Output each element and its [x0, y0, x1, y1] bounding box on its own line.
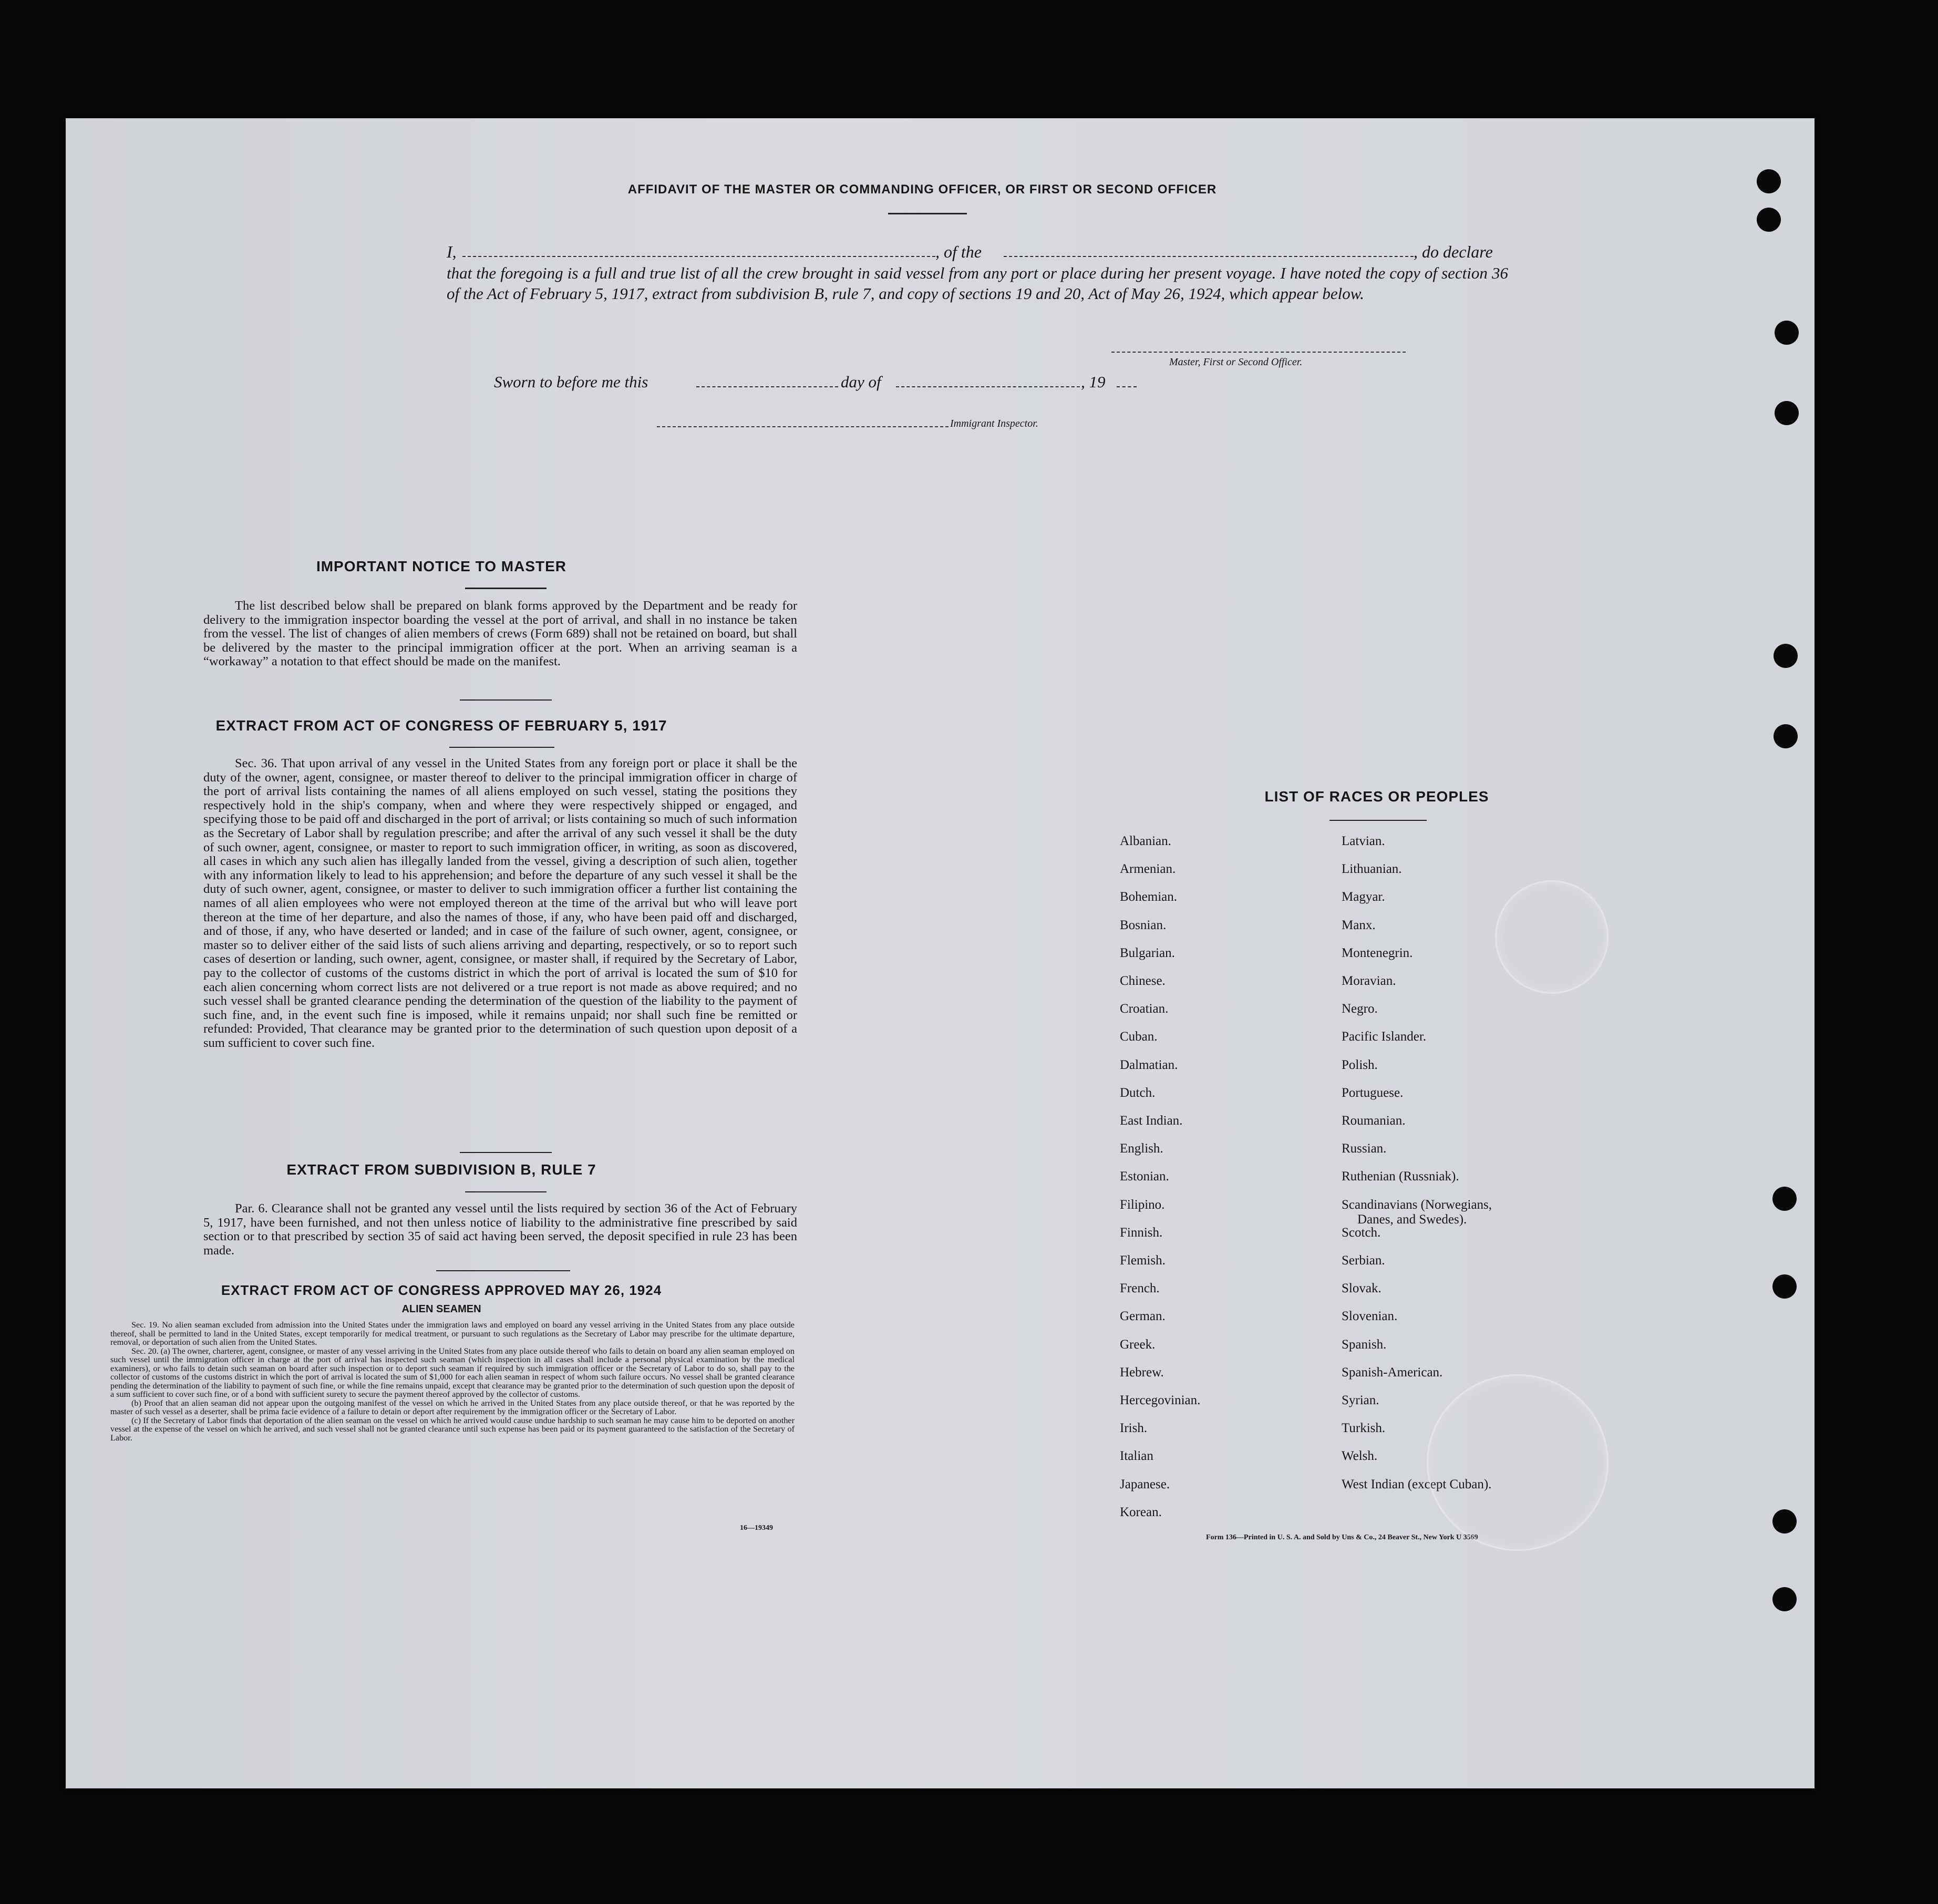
race-item: Pacific Islander.	[1342, 1030, 1427, 1044]
punch-hole	[1757, 208, 1781, 232]
race-item: West Indian (except Cuban).	[1342, 1477, 1492, 1491]
race-item: Irish.	[1120, 1421, 1148, 1436]
extract-1917-underline	[449, 747, 554, 748]
punch-hole	[1757, 169, 1781, 193]
race-item: Polish.	[1342, 1057, 1378, 1072]
race-item: Flemish.	[1120, 1253, 1166, 1268]
race-item: Latvian.	[1342, 834, 1385, 848]
race-item: Estonian.	[1120, 1169, 1169, 1184]
race-item: English.	[1120, 1141, 1163, 1156]
race-item: Korean.	[1120, 1505, 1162, 1519]
race-item: Scandinavians (Norwegians,	[1342, 1197, 1492, 1212]
rule7-heading: EXTRACT FROM SUBDIVISION B, RULE 7	[286, 1161, 596, 1178]
sworn-month-blank[interactable]	[896, 386, 1080, 387]
section-divider	[460, 1152, 552, 1153]
punch-hole	[1772, 1587, 1797, 1611]
extract-1917-text: Sec. 36. That upon arrival of any vessel in the United States from any foreign port or place it shall be the duty of the owner, agent, consignee, or master thereof to deliver to the principal immigration officer in charge of the port of arrival lists containing the names of all aliens employed on such vessel, stating the positions they respectively hold in the ship's company, when and where they were respectively shipped or engaged, and specifying those to be paid off and discharged in the port of arrival; or lists containing so much of such information as the Secretary of Labor shall by regulation prescribe; and after the arrival of any such vessel it shall be the duty of such owner, agent, consignee, or master to report to such immigration officer, in writing, as soon as discovered, all cases in which any such alien has illegally landed from the vessel, giving a description of such alien, together with any information likely to lead to his apprehension; and before the departure of any such vessel it shall be the duty of such owner, agent, consignee, or master to deliver to such immigration officer a further list containing the names of all alien employees who were not employed thereon at the time of the arrival but who will leave port thereon at the time of her departure, and also the names of those, if any, who have been paid off and discharged, and of those, if any, who have deserted or landed; and in case of the failure of such owner, agent, consignee, or master so to deliver either of the said lists of such aliens arriving and departing, respectively, or so to report such cases of desertion or landing, such owner, agent, consignee, or master shall, if required by the Secretary of Labor, pay to the collector of customs of the customs district in which the port of arrival is located the sum of $10 for each alien concerning whom correct lists are not delivered or a true report is not made as above required; and no such vessel shall be granted clearance pending the determination of the question of the liability to the payment of such fine, and, in the event such fine is imposed, while it remains unpaid; nor shall such fine be remitted or refunded: Provided, That clearance may be granted prior to the determination of such question upon deposit of a sum sufficient to cover such fine.	[203, 756, 797, 1050]
embossed-seal	[1427, 1374, 1609, 1551]
master-label: Master, First or Second Officer.	[1169, 356, 1303, 368]
race-item: Chinese.	[1120, 974, 1166, 988]
race-item: Danes, and Swedes).	[1357, 1212, 1467, 1227]
race-item: Welsh.	[1342, 1449, 1378, 1464]
race-item: Croatian.	[1120, 1002, 1169, 1016]
race-item: Italian	[1120, 1449, 1153, 1464]
document-page	[66, 118, 1815, 1788]
name-blank[interactable]	[462, 256, 935, 257]
affidavit-title: AFFIDAVIT OF THE MASTER OR COMMANDING OFFICER, OR FIRST OR SECOND OFFICER	[627, 182, 1217, 197]
of-the-label: , of the	[935, 242, 982, 261]
inspector-label: Immigrant Inspector.	[950, 418, 1038, 429]
race-item: Scotch.	[1342, 1225, 1381, 1240]
race-item: Lithuanian.	[1342, 862, 1402, 877]
title-underline	[888, 213, 967, 214]
race-item: Spanish.	[1342, 1337, 1387, 1352]
rule7-underline	[465, 1191, 547, 1192]
race-item: East Indian.	[1120, 1114, 1183, 1128]
sec20c-text: (c) If the Secretary of Labor finds that deportation of the alien seaman on the vessel on which he arrived would cause undue hardship to such seaman he may cause him to be deported on another vessel at the expense of the vessel on which he arrived, and such vessel shall not be granted clearance until such expense has been paid or its payment guaranteed to the satisfaction of the Secretary of Labor.	[110, 1415, 795, 1443]
print-code: 16—19349	[740, 1524, 773, 1532]
race-item: Slovak.	[1342, 1281, 1382, 1296]
race-item: Armenian.	[1120, 862, 1176, 877]
sec20b-text: (b) Proof that an alien seaman did not appear upon the outgoing manifest of the vessel on which he arrived in the United States from any place outside thereof, or that he was reported by the master of such vessel as a deserter, shall be prima facie evidence of a failure to detain or deport after requirement by the immigration officer or the Secretary of Labor.	[110, 1398, 795, 1416]
race-item: Moravian.	[1342, 974, 1396, 988]
race-item: Dalmatian.	[1120, 1057, 1178, 1072]
race-item: Albanian.	[1120, 834, 1171, 848]
races-underline	[1329, 820, 1427, 821]
sworn-day-blank[interactable]	[696, 386, 838, 387]
punch-hole	[1774, 644, 1798, 668]
year-label: , 19	[1081, 373, 1106, 391]
sec19-text: Sec. 19. No alien seaman excluded from admission into the United States under the immigration laws and employed on board any vessel arriving in the United States from any place outside thereof, shall be permitted to land in the United States, except temporarily for medical treatment, or pursuant to such regulations as the Secretary of Labor may prescribe for the ultimate departure, removal, or deportation of such alien from the United States.	[110, 1320, 795, 1347]
punch-hole	[1775, 321, 1799, 345]
do-declare-label: , do declare	[1414, 242, 1493, 261]
embossed-seal	[1495, 880, 1609, 994]
race-item: Portuguese.	[1342, 1085, 1404, 1100]
affidavit-body: that the foregoing is a full and true list of all the crew brought in said vessel from any port or place during her present voyage. I have noted the copy of section 36 of the Act of February 5, 1917, extract from subdivision B, rule 7, and copy of sections 19 and 20, Act of May 26, 1924, which appear below.	[447, 264, 1508, 303]
race-item: Hercegovinian.	[1120, 1393, 1201, 1407]
race-item: Japanese.	[1120, 1477, 1170, 1491]
punch-hole	[1772, 1509, 1797, 1534]
race-item: Slovenian.	[1342, 1309, 1398, 1324]
notice-text: The list described below shall be prepared on blank forms approved by the Department and be ready for delivery to the immigration inspector boarding the vessel at the port of arrival, and shall in no instance be taken from the vessel. The list of changes of alien members of crews (Form 689) shall not be retained on board, but shall be delivered by the master to the principal immigration officer at the port. When an arriving seaman is a “workaway” a notation to that effect should be made on the manifest.	[203, 599, 797, 669]
race-item: Dutch.	[1120, 1085, 1156, 1100]
race-item: German.	[1120, 1309, 1166, 1324]
race-item: Hebrew.	[1120, 1365, 1164, 1380]
day-of-label: day of	[841, 373, 881, 391]
punch-hole	[1774, 724, 1798, 748]
race-item: Manx.	[1342, 918, 1376, 932]
alien-seamen-subheading: ALIEN SEAMEN	[401, 1303, 481, 1315]
race-item: Syrian.	[1342, 1393, 1379, 1407]
race-item: Spanish-American.	[1342, 1365, 1443, 1380]
race-item: French.	[1120, 1281, 1160, 1296]
punch-hole	[1772, 1187, 1797, 1211]
notice-underline	[465, 588, 547, 589]
vessel-blank[interactable]	[1004, 256, 1414, 257]
race-item: Serbian.	[1342, 1253, 1385, 1268]
race-item: Ruthenian (Russniak).	[1342, 1169, 1459, 1184]
extract-1917-heading: EXTRACT FROM ACT OF CONGRESS OF FEBRUARY 5, 1917	[215, 717, 667, 734]
sec20a-text: Sec. 20. (a) The owner, charterer, agent, consignee, or master of any vessel arriving in the United States from any place outside thereof who fails to detain on board any alien seaman employed on such vessel until the immigration officer in charge at the port of arrival has inspected such seaman (which inspection in all cases shall include a personal physical examination by the medical examiners), or who fails to detain such seaman on board after such inspection or to deport such seaman if required by such immigration officer or the Secretary of Labor to do so, shall pay to the collector of customs of the customs district in which the port of arrival is located the sum of $1,000 for each alien seaman in respect of whom such failure occurs. No vessel shall be granted clearance pending the determination of the liability to payment of such fine, or while the fine remains unpaid, except that clearance may be granted prior to the determination of such question upon the deposit of a sum sufficient to cover such fine, or of a bond with sufficient surety to secure the payment thereof approved by the collector of customs.	[110, 1346, 795, 1399]
race-item: Finnish.	[1120, 1225, 1163, 1240]
form-footer: Form 136—Printed in U. S. A. and Sold by Uns & Co., 24 Beaver St., New York U 3569	[1206, 1534, 1478, 1541]
race-item: Cuban.	[1120, 1030, 1158, 1044]
master-signature-blank[interactable]	[1111, 352, 1406, 353]
inspector-signature-blank[interactable]	[657, 426, 949, 427]
race-item: Turkish.	[1342, 1421, 1386, 1436]
punch-hole	[1772, 1274, 1797, 1299]
race-item: Negro.	[1342, 1002, 1378, 1016]
race-item: Russian.	[1342, 1141, 1387, 1156]
race-item: Greek.	[1120, 1337, 1156, 1352]
race-item: Montenegrin.	[1342, 945, 1413, 960]
race-item: Bohemian.	[1120, 890, 1178, 904]
race-item: Bulgarian.	[1120, 945, 1175, 960]
races-heading: LIST OF RACES OR PEOPLES	[1264, 788, 1489, 805]
race-item: Filipino.	[1120, 1197, 1165, 1212]
race-item: Magyar.	[1342, 890, 1385, 904]
sworn-year-blank[interactable]	[1117, 386, 1137, 387]
race-item: Bosnian.	[1120, 918, 1167, 932]
extract-1924-heading: EXTRACT FROM ACT OF CONGRESS APPROVED MAY 26, 1924	[221, 1282, 662, 1298]
notice-heading: IMPORTANT NOTICE TO MASTER	[316, 558, 567, 574]
section-divider	[436, 1270, 570, 1271]
section-divider	[460, 699, 552, 701]
sworn-label: Sworn to before me this	[494, 373, 648, 391]
extract-1924-text	[110, 1321, 795, 1442]
punch-hole	[1775, 401, 1799, 425]
race-item: Roumanian.	[1342, 1114, 1406, 1128]
rule7-text: Par. 6. Clearance shall not be granted any vessel until the lists required by section 36 of the Act of February 5, 1917, have been furnished, and not then unless notice of liability to the administrative fine prescribed by said section or to that prescribed by section 35 of said act having been served, the deposit specified in rule 23 has been made.	[203, 1201, 797, 1258]
i-label: I,	[447, 242, 457, 261]
